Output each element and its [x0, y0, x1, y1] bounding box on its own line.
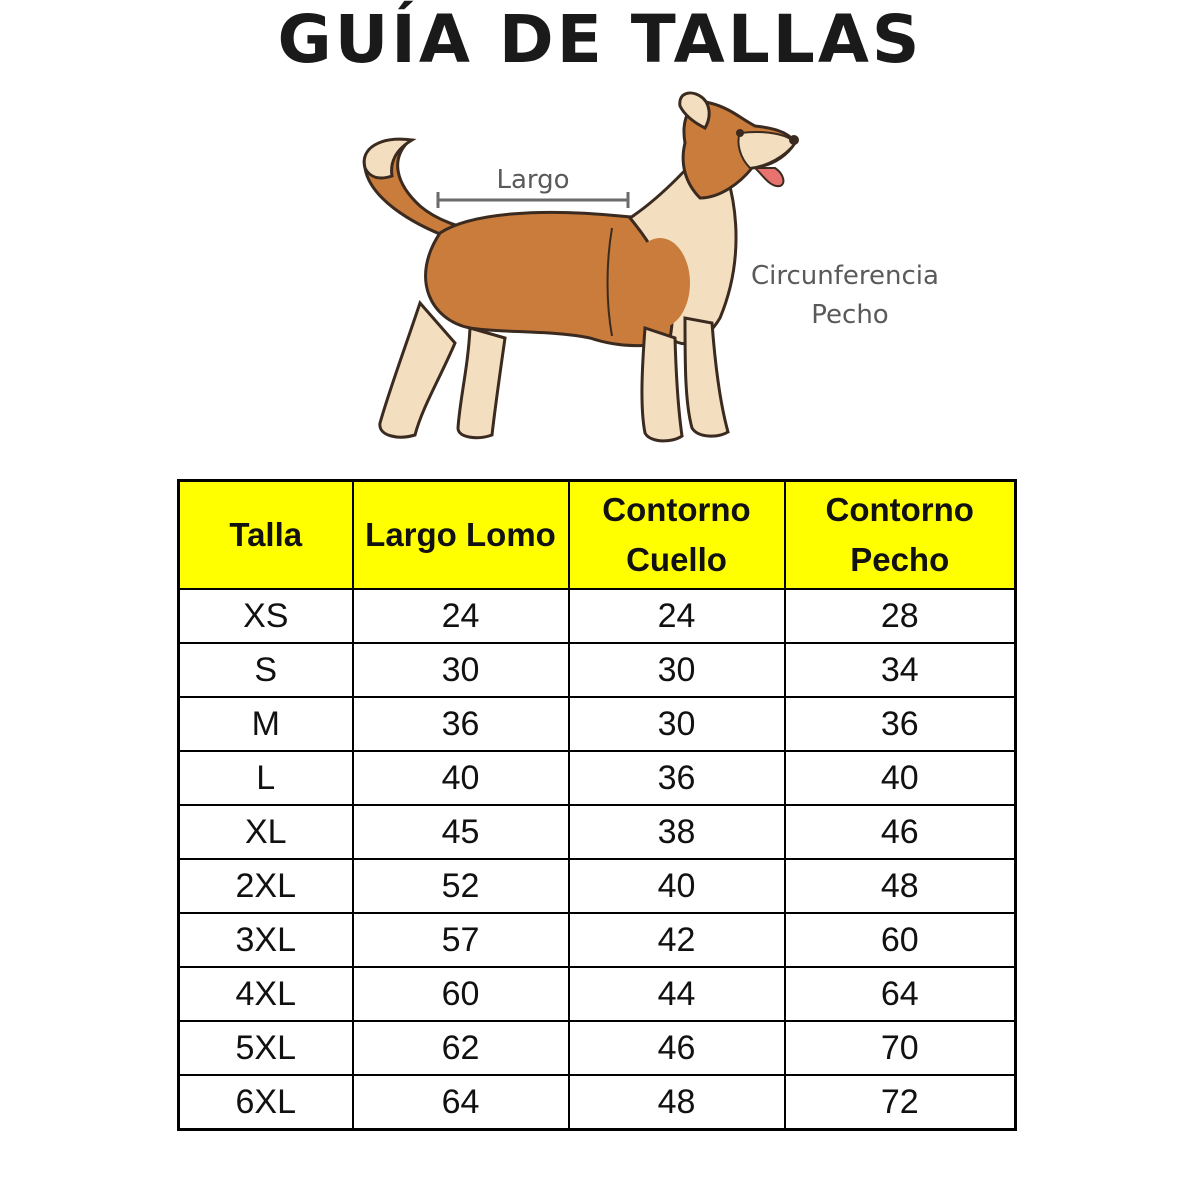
table-cell: XL: [179, 805, 353, 859]
dog-back-leg-far: [458, 328, 505, 438]
dog-illustration: [300, 88, 1000, 458]
dog-shoulder-patch: [630, 238, 690, 328]
dog-tail-tip: [364, 139, 412, 178]
table-cell: 30: [569, 697, 785, 751]
table-cell: 36: [353, 697, 569, 751]
table-cell: 42: [569, 913, 785, 967]
table-cell: 52: [353, 859, 569, 913]
table-body: [179, 589, 1016, 1130]
header-talla: Talla: [179, 481, 353, 590]
table-cell: 48: [569, 1075, 785, 1130]
table-cell: 40: [569, 859, 785, 913]
table-header-row: [179, 481, 1016, 590]
table-row: [179, 1021, 1016, 1075]
table-cell: S: [179, 643, 353, 697]
dog-back-leg: [380, 303, 455, 437]
table-cell: 60: [353, 967, 569, 1021]
table-cell: 28: [785, 589, 1016, 643]
dog-svg: [300, 88, 1000, 458]
table-cell: 40: [353, 751, 569, 805]
page-title: GUÍA DE TALLAS: [277, 1, 923, 78]
header-contorno-pecho: Contorno Pecho: [785, 481, 1016, 590]
table-cell: 3XL: [179, 913, 353, 967]
table-cell: 2XL: [179, 859, 353, 913]
table-cell: 48: [785, 859, 1016, 913]
header-contorno-cuello: Contorno Cuello: [569, 481, 785, 590]
dog-front-leg-far: [685, 318, 728, 436]
table-cell: L: [179, 751, 353, 805]
dog-eye: [736, 129, 744, 137]
table-cell: 4XL: [179, 967, 353, 1021]
table-cell: M: [179, 697, 353, 751]
table-cell: 64: [353, 1075, 569, 1130]
table-cell: XS: [179, 589, 353, 643]
table-cell: 44: [569, 967, 785, 1021]
table-row: [179, 697, 1016, 751]
header-largo-lomo: Largo Lomo: [353, 481, 569, 590]
table-cell: 40: [785, 751, 1016, 805]
table-cell: 62: [353, 1021, 569, 1075]
table-row: [179, 967, 1016, 1021]
chest-label-line1: Circunferencia: [751, 261, 939, 291]
table-cell: 24: [353, 589, 569, 643]
table-cell: 72: [785, 1075, 1016, 1130]
table-row: [179, 913, 1016, 967]
largo-label: Largo: [496, 165, 570, 195]
table-row: [179, 751, 1016, 805]
table-cell: 60: [785, 913, 1016, 967]
table-row: [179, 859, 1016, 913]
table-cell: 57: [353, 913, 569, 967]
table-row: [179, 589, 1016, 643]
table-cell: 38: [569, 805, 785, 859]
table-cell: 34: [785, 643, 1016, 697]
table-cell: 45: [353, 805, 569, 859]
size-table: [177, 479, 1017, 1131]
dog-tongue: [755, 168, 783, 186]
chest-label-line2: Pecho: [811, 300, 889, 330]
table-cell: 36: [569, 751, 785, 805]
dog-front-leg: [642, 328, 682, 441]
table-cell: 36: [785, 697, 1016, 751]
table-cell: 6XL: [179, 1075, 353, 1130]
table-row: [179, 643, 1016, 697]
table-cell: 46: [569, 1021, 785, 1075]
table-cell: 5XL: [179, 1021, 353, 1075]
table-row: [179, 1075, 1016, 1130]
table-cell: 24: [569, 589, 785, 643]
table-cell: 46: [785, 805, 1016, 859]
table-cell: 64: [785, 967, 1016, 1021]
dog-muzzle: [738, 132, 795, 168]
dog-nose: [789, 135, 799, 145]
table-cell: 70: [785, 1021, 1016, 1075]
table-cell: 30: [569, 643, 785, 697]
table-cell: 30: [353, 643, 569, 697]
table-row: [179, 805, 1016, 859]
